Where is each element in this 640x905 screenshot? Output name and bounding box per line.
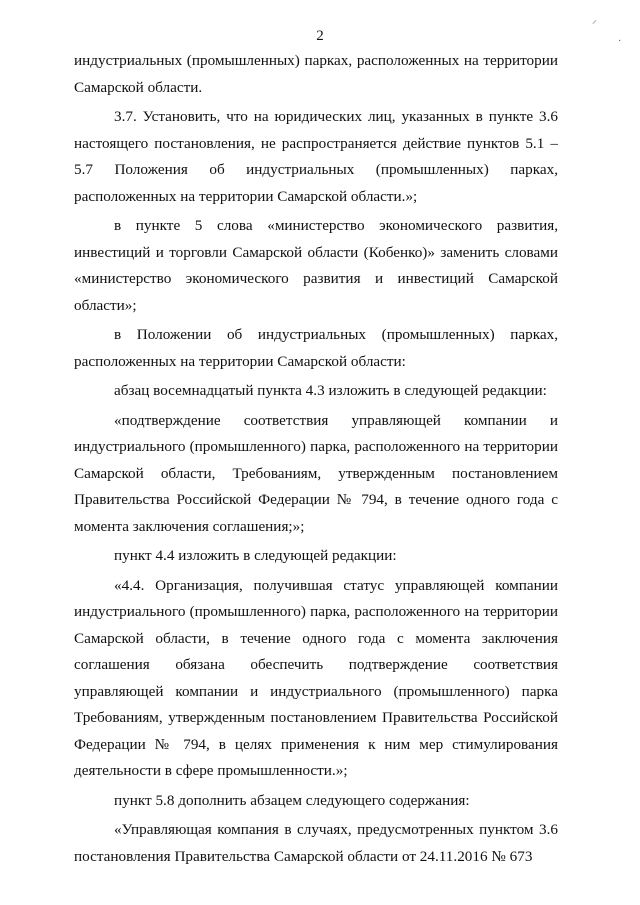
paragraph: пункт 4.4 изложить в следующей редакции: xyxy=(114,547,397,564)
scan-speck: ⸝ xyxy=(592,15,597,26)
paragraph: «4.4. Организация, получившая статус управляющей компании индустриального (промышленного) парка, расположенного на территории Самарской области, в течение одного года с момента заключения соглашения обязана обеспечить подтверждение соответствия управляющей компании и индустриального (промышленного) парка Требованиям, утвержденным постановлением Правительства Российской Федерации № 794, в целях применения к ним мер стимулирования деятельности в сфере промышленности.»; xyxy=(74,576,558,779)
paragraph: индустриальных (промышленных) парках, расположенных на территории Самарской области. xyxy=(74,52,558,96)
page-number: 2 xyxy=(316,28,324,44)
paragraph: «подтверждение соответствия управляющей компании и индустриального (промышленного) парка, расположенного на территории Самарской области, Требованиям, утвержденным постановлением Правительства Российской Федерации № 794, в течение одного года с момента заключения соглашения;»; xyxy=(74,411,558,535)
scan-speck: · xyxy=(618,36,622,47)
paragraph: в пункте 5 слова «министерство экономического развития, инвестиций и торговли Самарской области (Кобенко)» заменить словами «министерство экономического развития и инвестиций Самарской области»; xyxy=(74,217,558,314)
paragraph: пункт 5.8 дополнить абзацем следующего содержания: xyxy=(114,791,470,809)
paragraph: абзац восемнадцатый пункта 4.3 изложить в следующей редакции: xyxy=(114,382,547,399)
paragraph: «Управляющая компания в случаях, предусмотренных пунктом 3.6 постановления Правительства Самарской области от 24.11.2016 № 673 xyxy=(74,821,558,865)
document-body xyxy=(74,48,558,873)
paragraph: в Положении об индустриальных (промышленных) парках, расположенных на территории Самарской области: xyxy=(74,326,558,370)
paragraph: 3.7. Установить, что на юридических лиц, указанных в пункте 3.6 настоящего постановления, не распространяется действие пунктов 5.1 – 5.7 Положения об индустриальных (промышленных) парках, расположенных на территории Самарской области.»; xyxy=(74,108,558,205)
